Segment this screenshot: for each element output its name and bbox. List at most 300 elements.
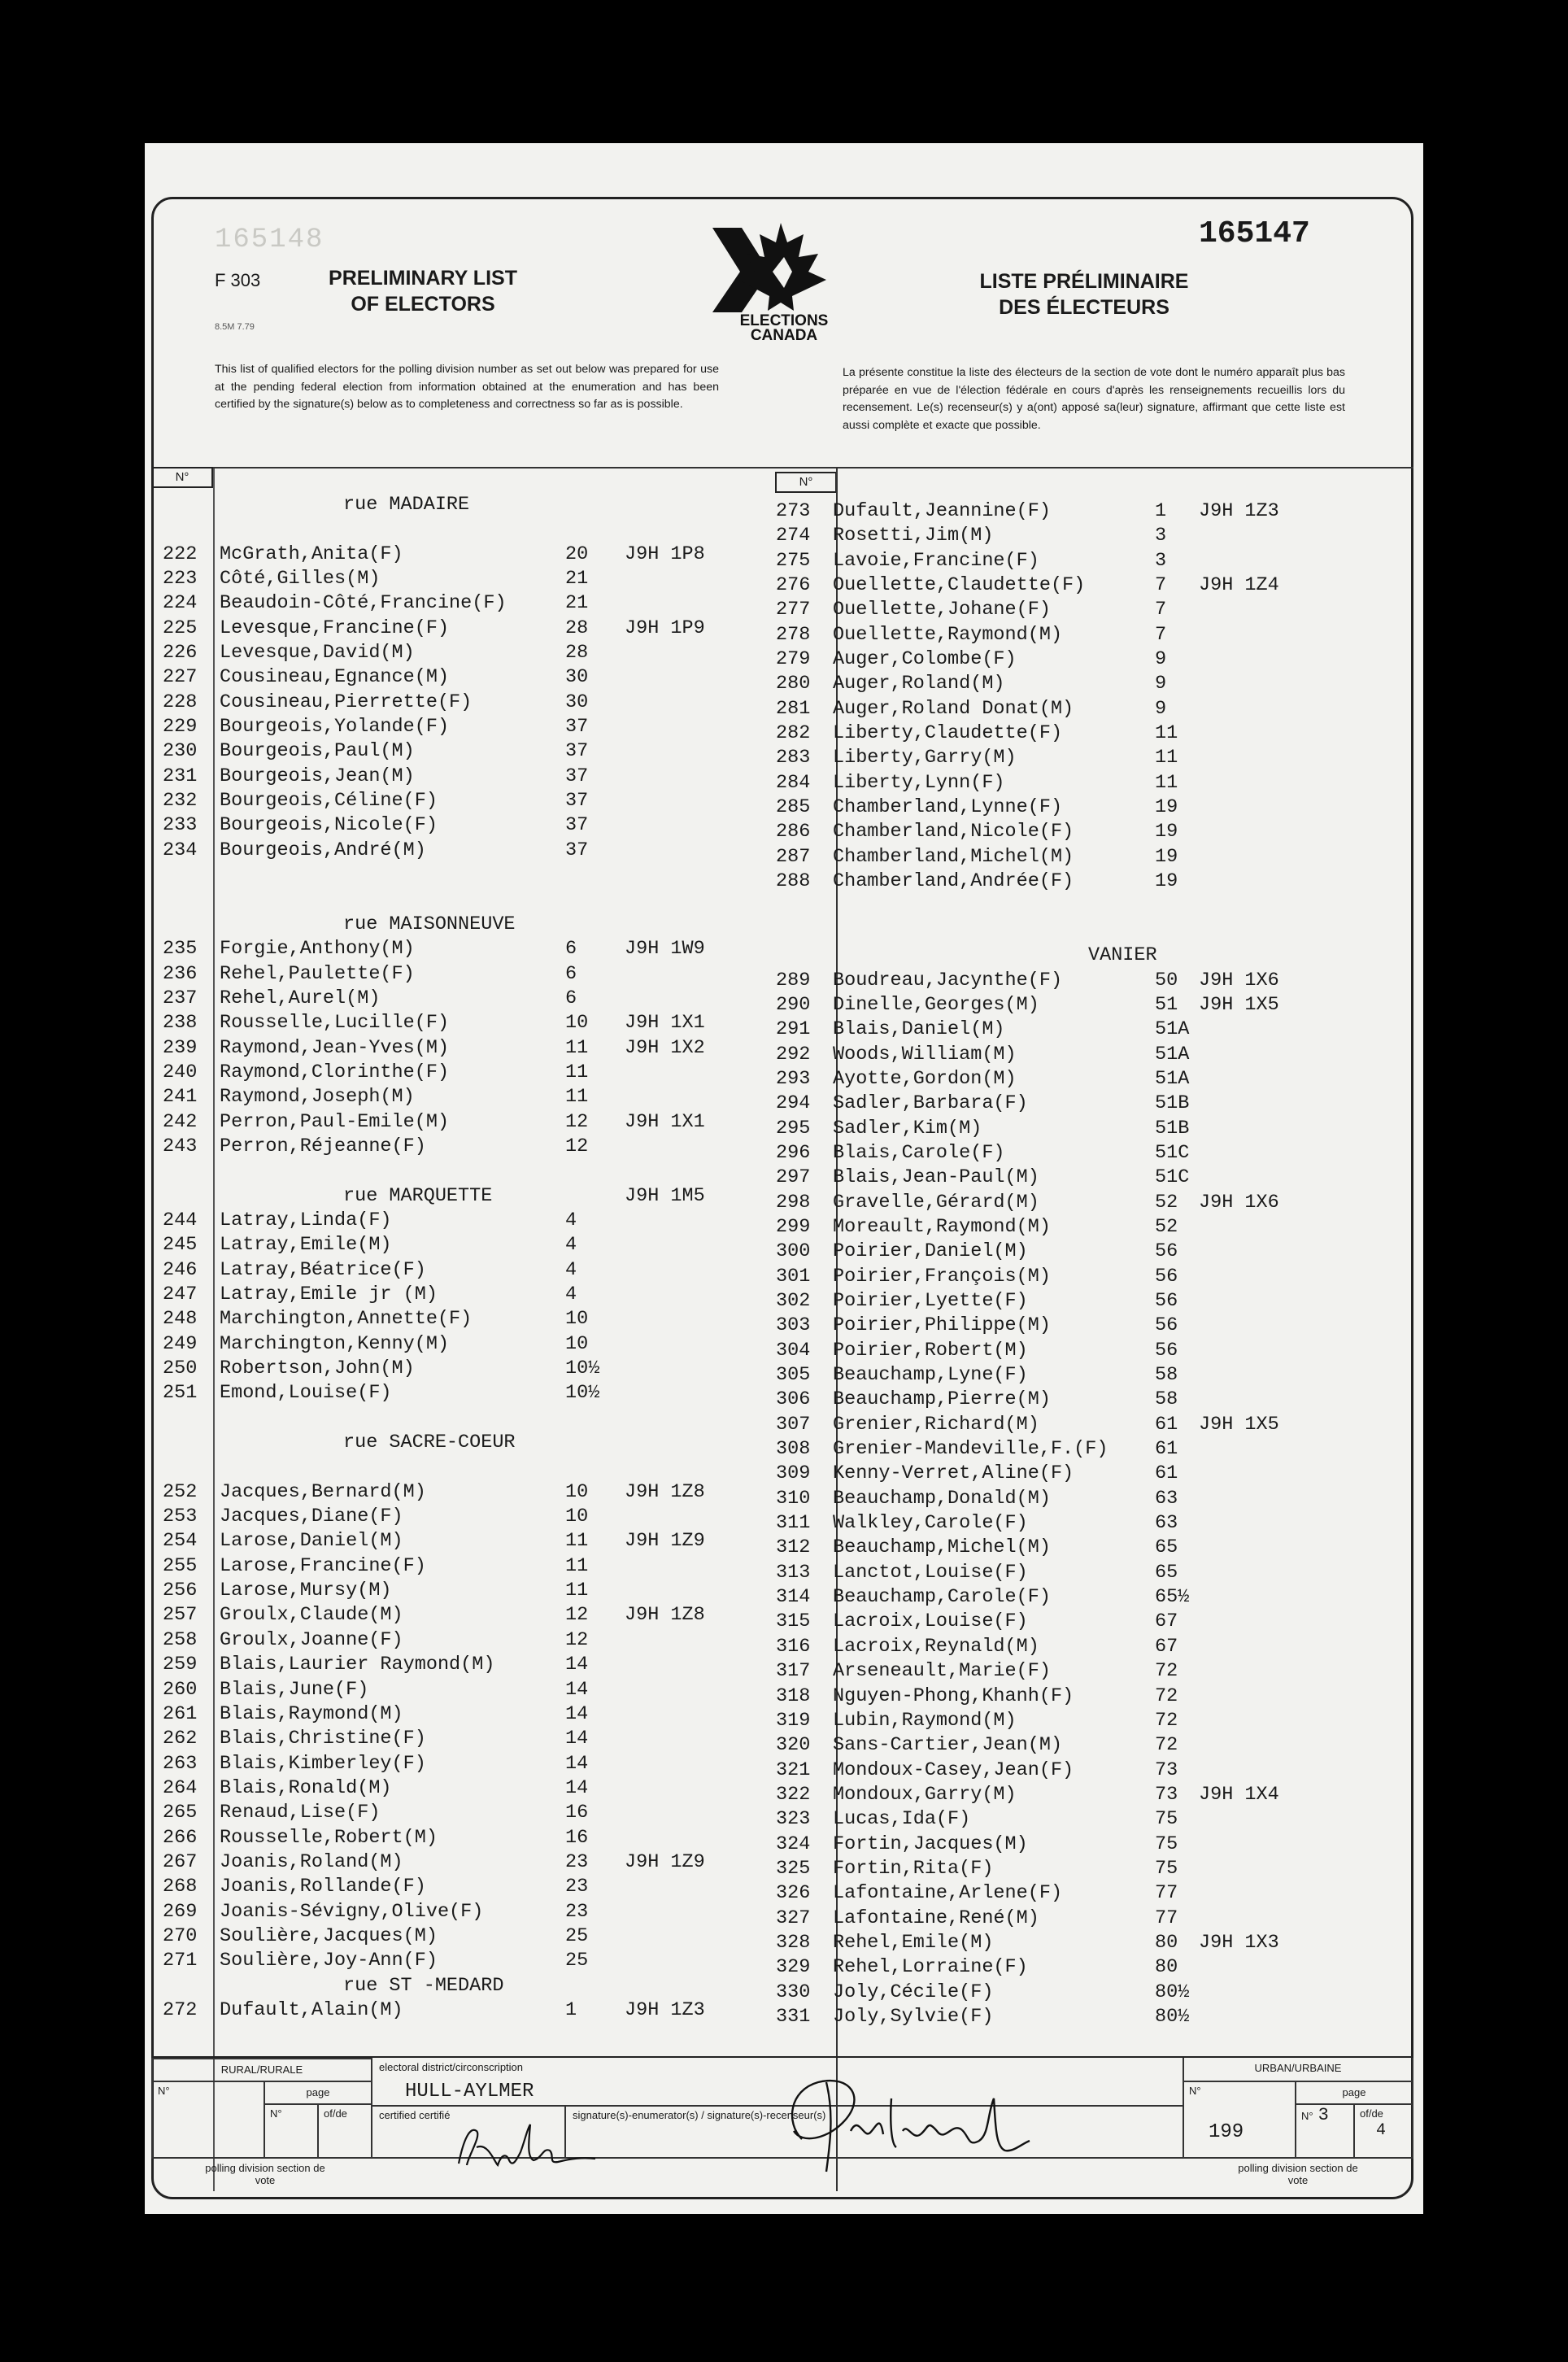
signature-two-image bbox=[769, 2066, 1046, 2188]
house-number: 19 bbox=[1155, 870, 1178, 893]
elector-row bbox=[163, 1085, 830, 1109]
street-heading bbox=[163, 1184, 830, 1209]
elector-name: Latray,Linda(F) bbox=[220, 1209, 392, 1231]
elector-row bbox=[776, 1067, 1410, 1092]
house-number: 6 bbox=[565, 987, 577, 1009]
elector-name: Latray,Emile(M) bbox=[220, 1234, 392, 1257]
elector-name: Liberty,Claudette(F) bbox=[833, 722, 1063, 745]
elector-number: 229 bbox=[163, 716, 198, 739]
house-number: 21 bbox=[565, 568, 589, 590]
elector-row bbox=[776, 969, 1410, 993]
elector-row bbox=[776, 993, 1410, 1018]
elector-number: 240 bbox=[163, 1061, 198, 1083]
elector-name: Joly,Cécile(F) bbox=[833, 1981, 994, 2003]
svg-text:CANADA: CANADA bbox=[750, 327, 818, 343]
house-number: 61 bbox=[1155, 1413, 1178, 1436]
house-number: 11 bbox=[565, 1554, 589, 1577]
house-number: 12 bbox=[565, 1604, 589, 1627]
rural-page-no-cell: N° bbox=[264, 2103, 319, 2159]
elector-number: 228 bbox=[163, 691, 198, 713]
elector-row bbox=[776, 1166, 1410, 1190]
elector-row bbox=[163, 789, 830, 813]
elector-row bbox=[776, 771, 1410, 795]
elector-number: 314 bbox=[776, 1586, 811, 1609]
elector-number: 281 bbox=[776, 697, 811, 720]
elector-row bbox=[776, 1635, 1410, 1659]
house-number: 61 bbox=[1155, 1462, 1178, 1485]
elector-name: Chamberland,Lynne(F) bbox=[833, 796, 1063, 819]
house-number: 11 bbox=[1155, 771, 1178, 794]
list-top-rule bbox=[151, 467, 1413, 468]
electors-form-sheet bbox=[145, 143, 1423, 2214]
elector-name: Fortin,Rita(F) bbox=[833, 1857, 994, 1880]
house-number: 30 bbox=[565, 691, 589, 713]
elector-number: 304 bbox=[776, 1339, 811, 1362]
elector-name: Gravelle,Gérard(M) bbox=[833, 1191, 1039, 1214]
elector-name: Lucas,Ida(F) bbox=[833, 1808, 971, 1831]
house-number: 58 bbox=[1155, 1364, 1178, 1387]
elector-number: 264 bbox=[163, 1776, 198, 1799]
house-number: 14 bbox=[565, 1702, 589, 1725]
elector-number: 248 bbox=[163, 1308, 198, 1331]
house-number: 56 bbox=[1155, 1265, 1178, 1288]
elector-number: 241 bbox=[163, 1086, 198, 1109]
elector-row bbox=[776, 820, 1410, 844]
elector-row bbox=[776, 672, 1410, 696]
elector-number: 307 bbox=[776, 1413, 811, 1436]
street-name: rue MARQUETTE bbox=[343, 1184, 493, 1207]
elector-row bbox=[163, 1603, 830, 1628]
house-number: 14 bbox=[565, 1752, 589, 1775]
house-number: 75 bbox=[1155, 1857, 1178, 1880]
house-number: 20 bbox=[565, 543, 589, 565]
elector-row bbox=[163, 1850, 830, 1875]
elector-name: Blais,Daniel(M) bbox=[833, 1018, 1005, 1041]
elector-row bbox=[776, 1018, 1410, 1042]
house-number: 51A bbox=[1155, 1067, 1190, 1090]
house-number: 28 bbox=[565, 642, 589, 665]
elector-number: 328 bbox=[776, 1931, 811, 1954]
rural-page-cell: page bbox=[264, 2081, 372, 2105]
house-number: 51A bbox=[1155, 1043, 1190, 1066]
elector-name: Poirier,François(M) bbox=[833, 1265, 1051, 1288]
street-heading bbox=[163, 913, 830, 937]
elector-number: 276 bbox=[776, 574, 811, 597]
house-number: 80½ bbox=[1155, 1981, 1190, 2003]
elector-name: Emond,Louise(F) bbox=[220, 1382, 392, 1405]
elector-row bbox=[163, 1357, 830, 1381]
form-number: F 303 bbox=[215, 270, 261, 290]
postal-code: J9H 1P9 bbox=[625, 617, 705, 639]
elector-row bbox=[776, 1881, 1410, 1906]
elector-row bbox=[163, 1381, 830, 1405]
elector-row bbox=[776, 1314, 1410, 1338]
house-number: 37 bbox=[565, 716, 589, 739]
house-number: 73 bbox=[1155, 1783, 1178, 1806]
elector-name: Auger,Roland Donat(M) bbox=[833, 697, 1074, 720]
elector-name: Poirier,Robert(M) bbox=[833, 1339, 1028, 1362]
elector-name: Bourgeois,Nicole(F) bbox=[220, 814, 438, 837]
elector-row bbox=[776, 1833, 1410, 1857]
house-number: 14 bbox=[565, 1728, 589, 1750]
house-number: 1 bbox=[1155, 500, 1167, 522]
elector-name: Mondoux,Garry(M) bbox=[833, 1783, 1017, 1806]
maple-leaf-x-icon bbox=[703, 221, 865, 343]
elector-name: Poirier,Philippe(M) bbox=[833, 1314, 1051, 1337]
elector-row bbox=[776, 1659, 1410, 1684]
elector-number: 331 bbox=[776, 2005, 811, 2028]
elector-number: 299 bbox=[776, 1215, 811, 1238]
elector-name: Sans-Cartier,Jean(M) bbox=[833, 1734, 1063, 1757]
elector-number: 292 bbox=[776, 1043, 811, 1066]
title-english: PRELIMINARY LIST OF ELECTORS bbox=[329, 267, 517, 316]
street-heading bbox=[163, 493, 830, 517]
house-number: 4 bbox=[565, 1258, 577, 1281]
elector-number: 283 bbox=[776, 747, 811, 769]
house-number: 65 bbox=[1155, 1536, 1178, 1559]
elector-name: Ayotte,Gordon(M) bbox=[833, 1067, 1017, 1090]
elector-row bbox=[776, 1487, 1410, 1511]
elector-number: 270 bbox=[163, 1924, 198, 1947]
elector-number: 291 bbox=[776, 1018, 811, 1041]
elector-number: 274 bbox=[776, 525, 811, 547]
elector-name: Mondoux-Casey,Jean(F) bbox=[833, 1758, 1074, 1781]
elector-name: Blais,Laurier Raymond(M) bbox=[220, 1654, 495, 1676]
elector-row bbox=[776, 1363, 1410, 1388]
elector-row bbox=[776, 1981, 1410, 2005]
blank-row bbox=[163, 1406, 830, 1431]
house-number: 37 bbox=[565, 765, 589, 787]
elector-name: Cousineau,Egnance(M) bbox=[220, 666, 450, 689]
elector-row bbox=[163, 1776, 830, 1801]
elector-name: Blais,Christine(F) bbox=[220, 1728, 426, 1750]
elector-number: 327 bbox=[776, 1907, 811, 1929]
house-number: 14 bbox=[565, 1654, 589, 1676]
elector-row bbox=[776, 1610, 1410, 1634]
house-number: 63 bbox=[1155, 1512, 1178, 1535]
postal-code: J9H 1Z9 bbox=[625, 1850, 705, 1873]
elector-name: Dufault,Alain(M) bbox=[220, 1998, 403, 2021]
elector-row bbox=[776, 1289, 1410, 1314]
elector-row bbox=[163, 1036, 830, 1061]
elector-row bbox=[163, 739, 830, 764]
house-number: 37 bbox=[565, 839, 589, 861]
elector-name: Rousselle,Robert(M) bbox=[220, 1826, 438, 1849]
elector-name: Bourgeois,André(M) bbox=[220, 839, 426, 861]
elector-row bbox=[163, 1233, 830, 1257]
elector-number: 244 bbox=[163, 1209, 198, 1231]
elector-name: Rehel,Paulette(F) bbox=[220, 962, 415, 985]
postal-code: J9H 1X1 bbox=[625, 1012, 705, 1035]
street-name: rue MAISONNEUVE bbox=[343, 913, 516, 935]
blank-row bbox=[163, 1455, 830, 1480]
elector-name: Lacroix,Louise(F) bbox=[833, 1610, 1028, 1633]
house-number: 80 bbox=[1155, 1956, 1178, 1979]
elector-number: 225 bbox=[163, 617, 198, 639]
postal-code: J9H 1X6 bbox=[1199, 1191, 1279, 1214]
house-number: 7 bbox=[1155, 574, 1167, 597]
house-number: 16 bbox=[565, 1802, 589, 1824]
elector-row bbox=[776, 1413, 1410, 1437]
house-number: 56 bbox=[1155, 1314, 1178, 1337]
house-number: 72 bbox=[1155, 1709, 1178, 1732]
elector-name: Bourgeois,Jean(M) bbox=[220, 765, 415, 787]
elector-row bbox=[776, 1462, 1410, 1486]
urban-page-cell: page bbox=[1295, 2081, 1413, 2105]
elector-row bbox=[776, 1783, 1410, 1807]
elector-name: Boudreau,Jacynthe(F) bbox=[833, 969, 1063, 991]
postal-code: J9H 1Z8 bbox=[625, 1604, 705, 1627]
house-number: 30 bbox=[565, 666, 589, 689]
elector-row bbox=[776, 1511, 1410, 1536]
elector-row bbox=[163, 1752, 830, 1776]
postal-code: J9H 1Z3 bbox=[625, 1998, 705, 2021]
house-number: 11 bbox=[1155, 722, 1178, 745]
elector-number: 318 bbox=[776, 1684, 811, 1707]
elector-number: 235 bbox=[163, 938, 198, 961]
elector-row bbox=[776, 2005, 1410, 2029]
elector-row bbox=[776, 623, 1410, 647]
house-number: 52 bbox=[1155, 1215, 1178, 1238]
form-footer bbox=[151, 2056, 1413, 2201]
elector-number: 303 bbox=[776, 1314, 811, 1337]
elector-number: 231 bbox=[163, 765, 198, 787]
elector-row bbox=[776, 1758, 1410, 1783]
elector-row bbox=[163, 1505, 830, 1529]
elector-name: Chamberland,Michel(M) bbox=[833, 845, 1074, 868]
postal-code: J9H 1X5 bbox=[1199, 993, 1279, 1016]
house-number: 56 bbox=[1155, 1290, 1178, 1312]
intro-french: La présente constitue la liste des électeurs de la section de vote dont le numéro apparaît plus bas préparée en vue de l'élection fédérale en cours d'après les renseignements recueillis lors du recensement. Le(s) recenseur(s) y a(ont) apposé sa(leur) signature, affirmant que cette liste est aussi complète et exacte que possible. bbox=[843, 366, 1345, 432]
elector-number: 245 bbox=[163, 1234, 198, 1257]
elector-number: 321 bbox=[776, 1758, 811, 1781]
elector-name: Beauchamp,Donald(M) bbox=[833, 1487, 1051, 1510]
house-number: 37 bbox=[565, 814, 589, 837]
elector-name: Beauchamp,Pierre(M) bbox=[833, 1388, 1051, 1411]
elector-number: 286 bbox=[776, 821, 811, 843]
house-number: 63 bbox=[1155, 1487, 1178, 1510]
house-number: 10 bbox=[565, 1308, 589, 1331]
elector-name: Bourgeois,Paul(M) bbox=[220, 740, 415, 763]
elector-number: 275 bbox=[776, 549, 811, 572]
elector-number: 266 bbox=[163, 1826, 198, 1849]
elector-number: 306 bbox=[776, 1388, 811, 1411]
house-number: 9 bbox=[1155, 697, 1167, 720]
elector-name: Soulière,Jacques(M) bbox=[220, 1924, 438, 1947]
house-number: 11 bbox=[565, 1061, 589, 1083]
elector-name: Jacques,Diane(F) bbox=[220, 1506, 403, 1528]
elector-number: 329 bbox=[776, 1956, 811, 1979]
elector-number: 278 bbox=[776, 623, 811, 646]
print-code: 8.5M 7.79 bbox=[215, 322, 255, 332]
house-number: 6 bbox=[565, 938, 577, 961]
elector-name: Sadler,Kim(M) bbox=[833, 1117, 982, 1140]
house-number: 28 bbox=[565, 617, 589, 639]
elector-row bbox=[163, 1628, 830, 1653]
elector-number: 247 bbox=[163, 1283, 198, 1305]
elector-name: Bourgeois,Yolande(F) bbox=[220, 716, 450, 739]
elector-number: 302 bbox=[776, 1290, 811, 1312]
no-header-right: N° bbox=[775, 472, 837, 493]
urban-no-cell: N° 199 bbox=[1183, 2081, 1296, 2159]
elector-name: Joanis,Rollande(F) bbox=[220, 1876, 426, 1898]
elector-number: 226 bbox=[163, 642, 198, 665]
elector-name: Latray,Emile jr (M) bbox=[220, 1283, 438, 1305]
elector-number: 260 bbox=[163, 1678, 198, 1701]
elector-number: 317 bbox=[776, 1660, 811, 1683]
elector-row bbox=[163, 839, 830, 863]
elector-row bbox=[163, 715, 830, 739]
house-number: 51B bbox=[1155, 1092, 1190, 1115]
house-number: 10 bbox=[565, 1506, 589, 1528]
elector-number: 263 bbox=[163, 1752, 198, 1775]
elector-number: 237 bbox=[163, 987, 198, 1009]
elector-name: Chamberland,Andrée(F) bbox=[833, 870, 1074, 893]
elector-name: Auger,Colombe(F) bbox=[833, 648, 1017, 671]
elections-canada-logo bbox=[703, 221, 865, 343]
elector-number: 239 bbox=[163, 1036, 198, 1059]
elector-row bbox=[776, 1117, 1410, 1141]
house-number: 72 bbox=[1155, 1684, 1178, 1707]
house-number: 77 bbox=[1155, 1907, 1178, 1929]
elector-number: 297 bbox=[776, 1166, 811, 1189]
house-number: 80½ bbox=[1155, 2005, 1190, 2028]
elector-name: Soulière,Joy-Ann(F) bbox=[220, 1950, 438, 1972]
elector-name: Walkley,Carole(F) bbox=[833, 1512, 1028, 1535]
elector-row bbox=[163, 1529, 830, 1554]
postal-code: J9H 1M5 bbox=[625, 1184, 705, 1207]
elector-number: 268 bbox=[163, 1876, 198, 1898]
elector-number: 319 bbox=[776, 1709, 811, 1732]
elector-name: Renaud,Lise(F) bbox=[220, 1802, 381, 1824]
electors-list-left bbox=[163, 493, 830, 2023]
elector-name: Grenier,Richard(M) bbox=[833, 1413, 1039, 1436]
elector-name: Blais,Ronald(M) bbox=[220, 1776, 392, 1799]
elector-row bbox=[163, 813, 830, 838]
elector-row bbox=[776, 721, 1410, 746]
elector-number: 322 bbox=[776, 1783, 811, 1806]
house-number: 56 bbox=[1155, 1240, 1178, 1263]
elector-number: 271 bbox=[163, 1950, 198, 1972]
elector-number: 227 bbox=[163, 666, 198, 689]
rural-header: RURAL/RURALE bbox=[151, 2058, 372, 2082]
elector-number: 249 bbox=[163, 1332, 198, 1355]
elector-number: 265 bbox=[163, 1802, 198, 1824]
elector-number: 282 bbox=[776, 722, 811, 745]
elector-row bbox=[163, 1332, 830, 1357]
elector-row bbox=[776, 1339, 1410, 1363]
elector-number: 232 bbox=[163, 790, 198, 813]
elector-row bbox=[776, 1043, 1410, 1067]
polling-division-number: 199 bbox=[1209, 2121, 1244, 2143]
elector-row bbox=[163, 617, 830, 641]
house-number: 10½ bbox=[565, 1382, 600, 1405]
street-heading bbox=[163, 1974, 830, 1998]
house-number: 65½ bbox=[1155, 1586, 1190, 1609]
house-number: 61 bbox=[1155, 1438, 1178, 1461]
house-number: 9 bbox=[1155, 648, 1167, 671]
elector-name: McGrath,Anita(F) bbox=[220, 543, 403, 565]
elector-row bbox=[163, 987, 830, 1011]
postal-code: J9H 1X3 bbox=[1199, 1931, 1279, 1954]
elector-row bbox=[163, 1949, 830, 1973]
elector-name: Ouellette,Johane(F) bbox=[833, 599, 1051, 621]
elector-row bbox=[776, 524, 1410, 548]
elector-name: Levesque,Francine(F) bbox=[220, 617, 450, 639]
elector-number: 273 bbox=[776, 500, 811, 522]
elector-number: 256 bbox=[163, 1580, 198, 1602]
elector-row bbox=[776, 697, 1410, 721]
elector-number: 300 bbox=[776, 1240, 811, 1263]
elector-row bbox=[776, 1215, 1410, 1240]
elector-row bbox=[776, 869, 1410, 894]
page-number: 3 bbox=[1318, 2105, 1329, 2125]
elector-number: 250 bbox=[163, 1357, 198, 1380]
street-heading bbox=[776, 943, 1410, 968]
elector-number: 284 bbox=[776, 771, 811, 794]
house-number: 72 bbox=[1155, 1660, 1178, 1683]
elector-name: Blais,Kimberley(F) bbox=[220, 1752, 426, 1775]
elector-number: 285 bbox=[776, 796, 811, 819]
house-number: 56 bbox=[1155, 1339, 1178, 1362]
elector-row bbox=[776, 1709, 1410, 1733]
elector-number: 325 bbox=[776, 1857, 811, 1880]
elector-number: 233 bbox=[163, 814, 198, 837]
house-number: 10 bbox=[565, 1480, 589, 1503]
elector-name: Blais,Carole(F) bbox=[833, 1141, 1005, 1164]
house-number: 4 bbox=[565, 1283, 577, 1305]
elector-row bbox=[776, 1141, 1410, 1166]
elector-number: 258 bbox=[163, 1628, 198, 1651]
street-name: VANIER bbox=[1088, 944, 1157, 967]
district-name: HULL-AYLMER bbox=[405, 2081, 534, 2103]
house-number: 37 bbox=[565, 740, 589, 763]
elector-row bbox=[776, 647, 1410, 672]
house-number: 67 bbox=[1155, 1610, 1178, 1633]
house-number: 51C bbox=[1155, 1166, 1190, 1189]
house-number: 11 bbox=[565, 1530, 589, 1553]
elector-number: 312 bbox=[776, 1536, 811, 1559]
urban-page-no-cell: N° 3 bbox=[1295, 2103, 1355, 2159]
elector-name: Latray,Béatrice(F) bbox=[220, 1258, 426, 1281]
rural-no-cell: N° bbox=[151, 2081, 265, 2159]
elector-number: 305 bbox=[776, 1364, 811, 1387]
page-total: 4 bbox=[1376, 2121, 1387, 2140]
postal-code: J9H 1W9 bbox=[625, 938, 705, 961]
elector-number: 290 bbox=[776, 993, 811, 1016]
rural-polling-label: polling division section de vote bbox=[205, 2162, 325, 2186]
elector-row bbox=[776, 573, 1410, 598]
street-name: rue SACRE-COEUR bbox=[343, 1432, 516, 1454]
elector-row bbox=[776, 598, 1410, 622]
elector-name: Raymond,Joseph(M) bbox=[220, 1086, 415, 1109]
elector-row bbox=[776, 1536, 1410, 1560]
elector-name: Liberty,Garry(M) bbox=[833, 747, 1017, 769]
elector-number: 308 bbox=[776, 1438, 811, 1461]
certified-cell: certified certifié bbox=[371, 2105, 566, 2159]
house-number: 58 bbox=[1155, 1388, 1178, 1411]
elector-name: Ouellette,Claudette(F) bbox=[833, 574, 1086, 597]
blank-row bbox=[776, 895, 1410, 919]
house-number: 11 bbox=[565, 1086, 589, 1109]
house-number: 75 bbox=[1155, 1833, 1178, 1855]
elector-row bbox=[163, 591, 830, 616]
elector-number: 326 bbox=[776, 1882, 811, 1905]
elector-row bbox=[163, 1801, 830, 1825]
elector-name: Marchington,Kenny(M) bbox=[220, 1332, 450, 1355]
elector-name: Chamberland,Nicole(F) bbox=[833, 821, 1074, 843]
elector-number: 272 bbox=[163, 1998, 198, 2021]
